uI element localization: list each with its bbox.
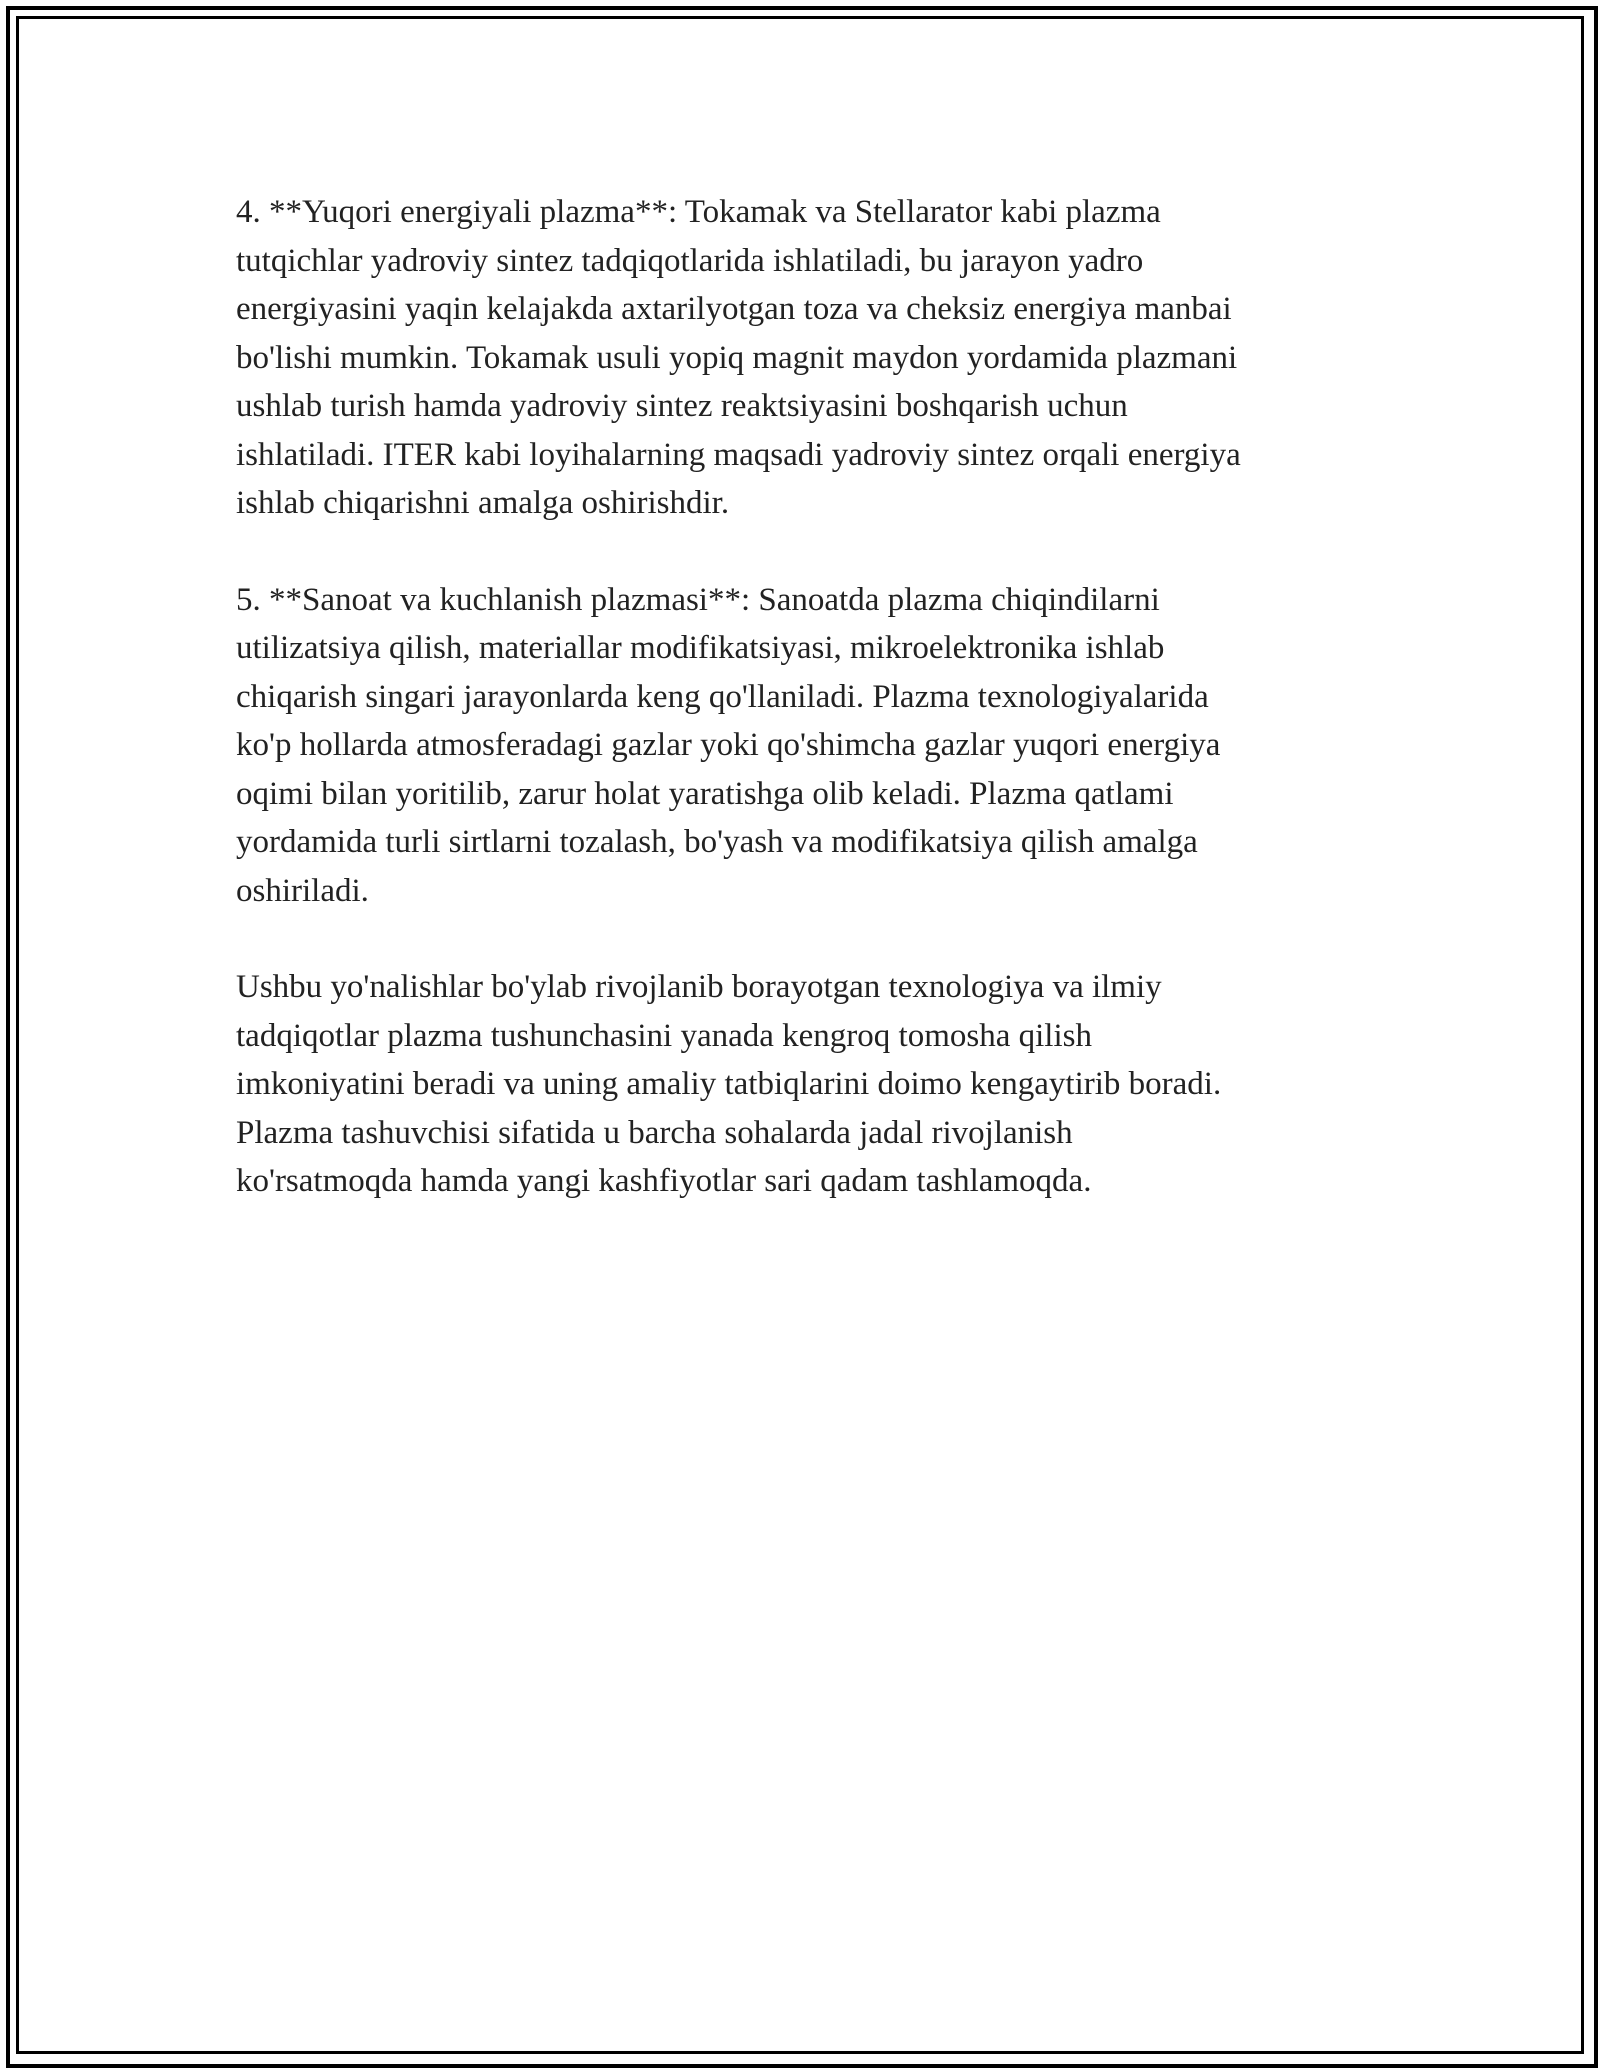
- text-line: utilizatsiya qilish, materiallar modifikatsiyasi, mikroelektronika ishlab: [236, 630, 1165, 666]
- text-line: ko'p hollarda atmosferadagi gazlar yoki qo'shimcha gazlar yuqori energiya: [236, 727, 1221, 763]
- paragraph-fusion-plasma: [236, 188, 1386, 528]
- text-line: oshiriladi.: [236, 872, 369, 909]
- text-line: Plazma tashuvchisi sifatida u barcha sohalarda jadal rivojlanish: [236, 1114, 1073, 1151]
- text-line: tadqiqotlar plazma tushunchasini yanada kengroq tomosha qilish: [236, 1017, 1092, 1054]
- text-line: 4. **Yuqori energiyali plazma**: Tokamak va Stellarator kabi plazma: [236, 194, 1161, 230]
- text-line: imkoniyatini beradi va uning amaliy tatbiqlarini doimo kengaytirib boradi.: [236, 1066, 1222, 1102]
- text-line: ishlab chiqarishni amalga oshirishdir.: [236, 485, 730, 521]
- text-line: Ushbu yo'nalishlar bo'ylab rivojlanib borayotgan texnologiya va ilmiy: [236, 969, 1162, 1005]
- document-body: [236, 188, 1386, 1254]
- paragraph-conclusion: [236, 963, 1386, 1206]
- text-line: energiyasini yaqin kelajakda axtarilyotgan toza va cheksiz energiya manbai: [236, 291, 1232, 327]
- text-line: yordamida turli sirtlarni tozalash, bo'yash va modifikatsiya qilish amalga: [236, 824, 1198, 860]
- text-line: tutqichlar yadroviy sintez tadqiqotlarida ishlatiladi, bu jarayon yadro: [236, 242, 1144, 279]
- text-line: oqimi bilan yoritilib, zarur holat yaratishga olib keladi. Plazma qatlami: [236, 775, 1174, 812]
- text-line: ushlab turish hamda yadroviy sintez reaktsiyasini boshqarish uchun: [236, 388, 1128, 424]
- text-line: bo'lishi mumkin. Tokamak usuli yopiq magnit maydon yordamida plazmani: [236, 339, 1238, 376]
- paragraph-industrial-plasma: [236, 576, 1386, 916]
- text-line: chiqarish singari jarayonlarda keng qo'llaniladi. Plazma texnologiyalarida: [236, 678, 1209, 715]
- text-line: ko'rsatmoqda hamda yangi kashfiyotlar sari qadam tashlamoqda.: [236, 1163, 1092, 1199]
- text-line: 5. **Sanoat va kuchlanish plazmasi**: Sanoatda plazma chiqindilarni: [236, 581, 1160, 618]
- text-line: ishlatiladi. ITER kabi loyihalarning maqsadi yadroviy sintez orqali energiya: [236, 436, 1241, 473]
